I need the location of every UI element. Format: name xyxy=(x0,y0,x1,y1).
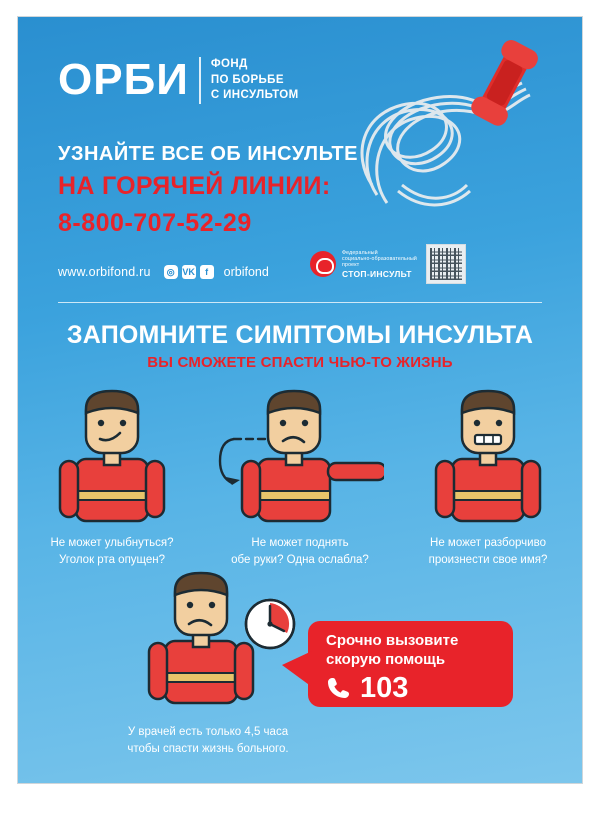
figure-arm-weakness-icon xyxy=(216,387,384,527)
symptom-caption-3-line2: произнести свое имя? xyxy=(428,553,548,566)
brain-icon xyxy=(310,251,336,277)
emergency-text xyxy=(308,621,513,670)
emergency-block xyxy=(18,569,582,769)
symptom-caption-3-line1: Не может разборчиво xyxy=(430,537,546,549)
emergency-callout xyxy=(308,621,513,707)
emergency-text-line2: скорую помощь xyxy=(326,650,446,668)
section-divider xyxy=(58,302,542,303)
badge-line2: социально-образовательный xyxy=(342,256,417,263)
poster-header xyxy=(18,17,582,285)
logo-subtitle-line1: ФОНД xyxy=(210,58,248,70)
bottom-caption xyxy=(93,724,323,757)
phone-handset-icon xyxy=(326,675,352,701)
symptom-caption-2-line1: Не может поднять xyxy=(251,537,349,549)
badge-title: СТОП-ИНСУЛЬТ xyxy=(342,268,412,279)
phone-cord-illustration xyxy=(332,35,582,245)
logo-wordmark: ОРБИ xyxy=(58,55,189,105)
logo-subtitle-line2: ПО БОРЬБЕ xyxy=(210,73,284,86)
symptom-caption-1-line2: Уголок рта опущен? xyxy=(58,553,166,566)
qr-code-pattern xyxy=(430,248,462,280)
stop-insult-badge xyxy=(310,250,417,279)
badge-text xyxy=(342,250,417,279)
symptom-figures xyxy=(18,387,582,568)
symptom-item-1 xyxy=(28,387,196,568)
logo-subtitle-line3: С ИНСУЛЬТОМ xyxy=(210,89,299,102)
symptom-caption-2-line2: обе руки? Одна ослабла? xyxy=(231,553,369,566)
symptom-caption-3 xyxy=(404,535,572,568)
section-subtitle: ВЫ СМОЖЕТЕ СПАСТИ ЧЬЮ-ТО ЖИЗНЬ xyxy=(147,354,453,371)
headline: УЗНАЙТЕ ВСЕ ОБ ИНСУЛЬТЕ xyxy=(58,143,358,165)
social-handle: orbifond xyxy=(223,265,269,279)
symptom-caption-1 xyxy=(28,535,196,568)
vk-icon[interactable]: VK xyxy=(182,265,196,279)
logo-subtitle xyxy=(199,57,299,104)
symptom-caption-1-line1: Не может улыбнуться? xyxy=(50,537,174,549)
emergency-number-row xyxy=(308,670,513,703)
figure-face-droop-icon xyxy=(28,387,196,527)
social-icons xyxy=(164,265,214,279)
qr-code[interactable] xyxy=(426,244,466,284)
figure-speech-difficulty-icon xyxy=(404,387,572,527)
bottom-caption-line1: У врачей есть только 4,5 часа xyxy=(127,726,289,738)
badge-line3: проект xyxy=(342,262,360,269)
clock-icon xyxy=(243,597,297,651)
badge-line1: Федеральный xyxy=(342,250,378,256)
section-title: ЗАПОМНИТЕ СИМПТОМЫ ИНСУЛЬТА xyxy=(66,321,534,349)
symptom-item-3 xyxy=(404,387,572,568)
hotline-label: НА ГОРЯЧЕЙ ЛИНИИ: xyxy=(58,172,331,200)
instagram-icon[interactable]: ◎ xyxy=(164,265,178,279)
facebook-icon[interactable]: f xyxy=(200,265,214,279)
emergency-text-line1: Срочно вызовите xyxy=(326,632,459,649)
emergency-number: 103 xyxy=(360,671,409,704)
contact-links xyxy=(58,265,269,279)
symptom-caption-2 xyxy=(216,535,384,568)
hotline-phone: 8-800-707-52-29 xyxy=(58,209,252,237)
orbi-logo xyxy=(58,57,299,104)
bottom-caption-line2: чтобы спасти жизнь больного. xyxy=(127,742,289,755)
symptom-item-2 xyxy=(216,387,384,568)
website-link[interactable]: www.orbifond.ru xyxy=(58,265,151,279)
poster xyxy=(18,17,582,783)
